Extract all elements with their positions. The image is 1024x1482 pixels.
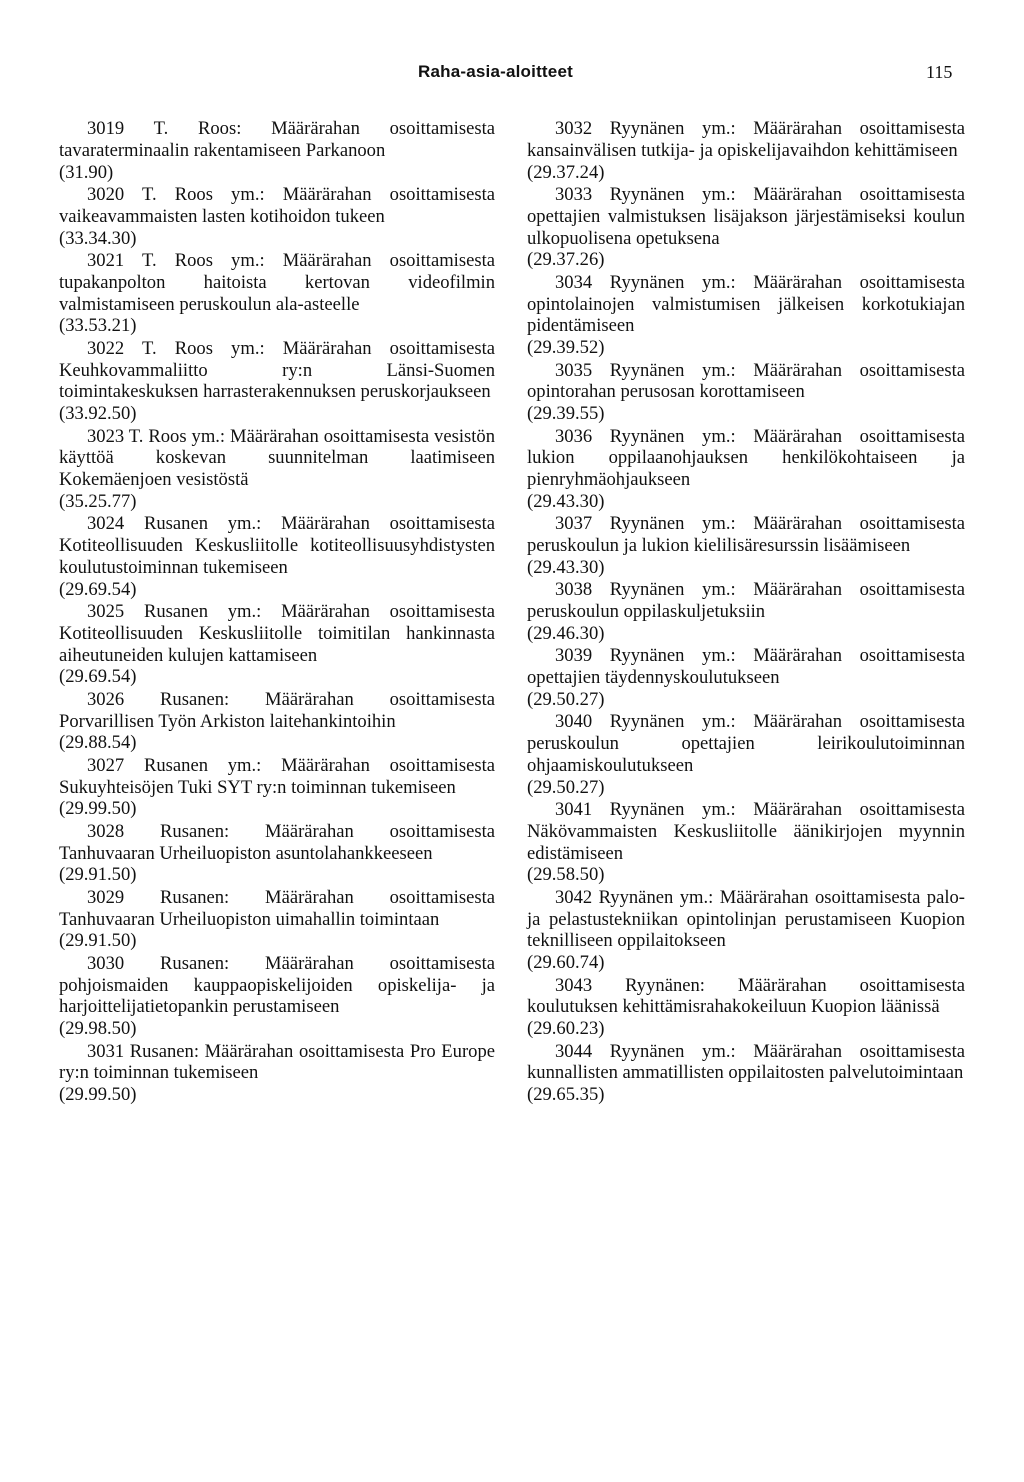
motion-entry <box>527 645 965 710</box>
entry-text: 3038 Ryynänen ym.: Määrärahan osoittamisesta peruskoulun oppilaskuljetuksiin <box>527 579 965 623</box>
right-column <box>527 118 965 1107</box>
entry-text: 3031 Rusanen: Määrärahan osoittamisesta Pro Europe ry:n toiminnan tukemiseen <box>59 1040 495 1084</box>
entry-text: 3020 T. Roos ym.: Määrärahan osoittamisesta vaikeavammaisten lasten kotihoidon tukeen <box>59 183 495 227</box>
entry-reference: (29.60.74) <box>527 952 605 974</box>
entry-text: 3023 T. Roos ym.: Määrärahan osoittamisesta vesistön käyttöä koskevan suunnitelman laatimiseen Kokemäenjoen vesistöstä <box>59 425 495 491</box>
entry-text: 3026 Rusanen: Määrärahan osoittamisesta Porvarillisen Työn Arkiston laitehankintoihin <box>59 688 495 732</box>
motion-entry <box>59 821 495 886</box>
entry-text: 3032 Ryynänen ym.: Määrärahan osoittamisesta kansainvälisen tutkija- ja opiskelijavaihdon kehittämiseen <box>527 118 965 161</box>
motion-entry <box>59 250 495 337</box>
motion-entry <box>59 953 495 1040</box>
entry-reference: (29.91.50) <box>59 864 137 886</box>
entry-text: 3022 T. Roos ym.: Määrärahan osoittamisesta Keuhkovammaliitto ry:n Länsi-Suomen toimintakeskuksen harrasterakennuksen peruskorjaukseen <box>59 337 495 403</box>
entry-reference: (29.58.50) <box>527 864 605 886</box>
motion-entry <box>527 118 965 183</box>
entry-reference: (29.99.50) <box>59 798 137 820</box>
left-column <box>59 118 495 1107</box>
motion-entry <box>59 426 495 513</box>
entry-text: 3037 Ryynänen ym.: Määrärahan osoittamisesta peruskoulun ja lukion kielilisäresurssin lisäämiseen <box>527 513 965 557</box>
entry-reference: (29.69.54) <box>59 666 137 688</box>
entry-text: 3024 Rusanen ym.: Määrärahan osoittamisesta Kotiteollisuuden Keskusliitolle kotiteollisuusyhdistysten koulutustoiminnan tukemiseen <box>59 513 495 578</box>
entry-reference: (29.65.35) <box>527 1084 605 1106</box>
entry-reference: (29.88.54) <box>59 732 137 754</box>
motion-entry <box>59 118 495 183</box>
entry-reference: (29.50.27) <box>527 688 605 710</box>
entry-reference: (29.39.52) <box>527 337 605 359</box>
motion-entry <box>527 1041 965 1106</box>
entry-text: 3043 Ryynänen: Määrärahan osoittamisesta koulutuksen kehittämisrahakokeiluun Kuopion läänissä <box>527 974 965 1018</box>
entry-reference: (29.37.24) <box>527 161 605 183</box>
entry-reference: (29.46.30) <box>527 622 605 644</box>
motion-entry <box>59 601 495 688</box>
entry-text: 3027 Rusanen ym.: Määrärahan osoittamisesta Sukuyhteisöjen Tuki SYT ry:n toiminnan tukemiseen <box>59 754 495 798</box>
entry-text: 3036 Ryynänen ym.: Määrärahan osoittamisesta lukion oppilaanohjauksen henkilökohtaiseen ja pienryhmäohjaukseen <box>527 425 965 491</box>
entry-text: 3039 Ryynänen ym.: Määrärahan osoittamisesta opettajien täydennyskoulutukseen <box>527 645 965 689</box>
entry-reference: (29.91.50) <box>59 930 137 952</box>
entry-reference: (29.50.27) <box>527 776 605 798</box>
motion-entry <box>59 887 495 952</box>
entry-reference: (31.90) <box>59 161 114 183</box>
entry-reference: (33.92.50) <box>59 403 137 425</box>
entry-text: 3025 Rusanen ym.: Määrärahan osoittamisesta Kotiteollisuuden Keskusliitolle toimitilan hankinnasta aiheutuneiden kulujen kattamiseen <box>59 601 495 666</box>
motion-entry <box>59 755 495 820</box>
motion-entry <box>527 360 965 425</box>
entry-reference: (29.39.55) <box>527 403 605 425</box>
entry-text: 3044 Ryynänen ym.: Määrärahan osoittamisesta kunnallisten ammatillisten oppilaitosten palvelutoimintaan <box>527 1040 965 1084</box>
motion-entry <box>527 887 965 974</box>
entry-text: 3035 Ryynänen ym.: Määrärahan osoittamisesta opintorahan perusosan korottamiseen <box>527 359 965 403</box>
entry-reference: (29.43.30) <box>527 490 605 512</box>
motion-entry <box>59 1041 495 1106</box>
entry-text: 3034 Ryynänen ym.: Määrärahan osoittamisesta opintolainojen valmistumisen jälkeisen korkotukiajan pidentämiseen <box>527 271 965 337</box>
motion-entry <box>527 426 965 513</box>
entry-text: 3030 Rusanen: Määrärahan osoittamisesta pohjoismaiden kauppaopiskelijoiden opiskelija- ja harjoittelijatietopankin perustamiseen <box>59 952 495 1018</box>
entry-reference: (33.53.21) <box>59 315 137 337</box>
motion-entry <box>59 338 495 425</box>
entry-reference: (29.37.26) <box>527 249 605 271</box>
entry-reference: (29.60.23) <box>527 1018 605 1040</box>
motion-entry <box>527 975 965 1040</box>
motion-entry <box>59 689 495 754</box>
entry-text: 3042 Ryynänen ym.: Määrärahan osoittamisesta palo- ja pelastustekniikan opintolinjan perustamiseen Kuopion teknilliseen oppilaitokseen <box>527 886 965 952</box>
entry-text: 3041 Ryynänen ym.: Määrärahan osoittamisesta Näkövammaisten Keskusliitolle äänikirjojen myynnin edistämiseen <box>527 799 965 864</box>
entry-reference: (29.43.30) <box>527 556 605 578</box>
entry-reference: (29.99.50) <box>59 1084 137 1106</box>
entry-text: 3019 T. Roos: Määrärahan osoittamisesta tavaraterminaalin rakentamiseen Parkanoon <box>59 118 495 161</box>
entry-text: 3028 Rusanen: Määrärahan osoittamisesta Tanhuvaaran Urheiluopiston asuntolahankkeeseen <box>59 820 495 864</box>
motion-entry <box>59 513 495 600</box>
entry-reference: (29.69.54) <box>59 578 137 600</box>
motion-entry <box>527 711 965 798</box>
entry-text: 3029 Rusanen: Määrärahan osoittamisesta Tanhuvaaran Urheiluopiston uimahallin toimintaan <box>59 886 495 930</box>
motion-entry <box>527 272 965 359</box>
entry-text: 3040 Ryynänen ym.: Määrärahan osoittamisesta peruskoulun opettajien leirikoulutoiminnan ohjaamiskoulutukseen <box>527 711 965 776</box>
entry-reference: (33.34.30) <box>59 227 137 249</box>
entry-text: 3021 T. Roos ym.: Määrärahan osoittamisesta tupakanpolton haitoista kertovan videofilmin valmistamiseen peruskoulun ala-asteelle <box>59 249 495 315</box>
motion-entry <box>59 184 495 249</box>
motion-entry <box>527 513 965 578</box>
page-header <box>0 62 1024 92</box>
page-number: 115 <box>926 62 953 82</box>
motion-entry <box>527 184 965 271</box>
motion-entry <box>527 579 965 644</box>
entry-text: 3033 Ryynänen ym.: Määrärahan osoittamisesta opettajien valmistuksen lisäjakson järjestämiseksi koulun ulkopuolisena opetuksena <box>527 183 965 249</box>
entry-reference: (35.25.77) <box>59 490 137 512</box>
entry-reference: (29.98.50) <box>59 1018 137 1040</box>
running-title: Raha-asia-aloitteet <box>418 62 573 81</box>
motion-entry <box>527 799 965 886</box>
